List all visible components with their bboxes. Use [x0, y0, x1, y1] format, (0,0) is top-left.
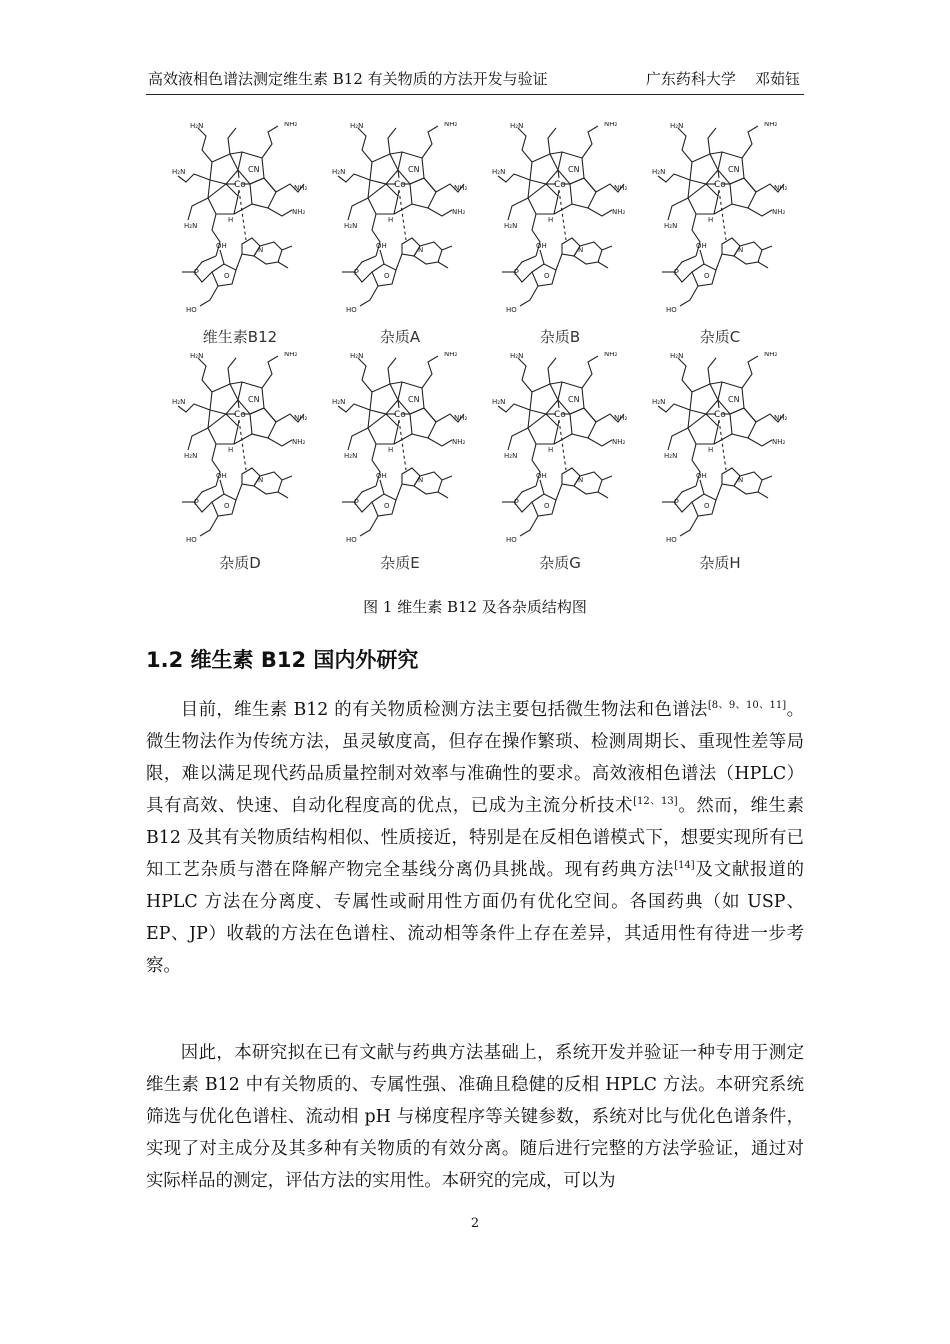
structure-label: 杂质C: [699, 328, 741, 346]
amide-label: H₂N: [664, 452, 678, 460]
nitrogen-label: N: [258, 476, 264, 484]
amide-label: H₂N: [172, 398, 186, 406]
phosphorus-label: P: [194, 268, 199, 277]
molecule-drawing: [332, 122, 468, 320]
structure-label: 杂质B: [539, 328, 581, 346]
oxygen-label: O: [704, 272, 710, 280]
hydrogen-label: H: [388, 216, 394, 224]
section-heading: 1.2 维生素 B12 国内外研究: [146, 648, 419, 672]
hydrogen-label: H: [548, 216, 554, 224]
oxygen-label: O: [224, 502, 230, 510]
amide-label: NH₂: [614, 414, 628, 422]
oxygen-label: O: [544, 502, 550, 510]
amide-label: NH₂: [454, 414, 468, 422]
molecule-drawing: [172, 122, 308, 320]
structure-impurity-h: [640, 350, 800, 580]
hydroxyl-label: OH: [536, 472, 547, 480]
amide-label: NH₂: [444, 122, 458, 128]
amide-label: NH₂: [294, 184, 308, 192]
amide-label: NH₂: [614, 184, 628, 192]
hydroxyl-label: HO: [186, 306, 197, 314]
cyano-label: CN: [568, 165, 580, 174]
amide-label: H₂N: [190, 352, 204, 360]
citation-ref: [14]: [674, 860, 695, 871]
cobalt-atom-label: Co: [394, 410, 406, 420]
hydroxyl-label: HO: [346, 536, 357, 544]
nitrogen-label: N: [738, 476, 744, 484]
cobalt-atom-label: Co: [394, 180, 406, 190]
amide-label: NH₂: [292, 208, 306, 216]
structure-label: 杂质D: [219, 554, 261, 572]
hydroxyl-label: OH: [696, 472, 707, 480]
hydrogen-label: H: [388, 446, 394, 454]
phosphorus-label: P: [674, 268, 679, 277]
hydroxyl-label: HO: [186, 536, 197, 544]
oxygen-label: O: [704, 502, 710, 510]
figure-structures: [160, 120, 800, 582]
oxygen-label: O: [544, 272, 550, 280]
hydroxyl-label: HO: [506, 536, 517, 544]
hydrogen-label: H: [228, 216, 234, 224]
cobalt-atom-label: Co: [554, 180, 566, 190]
oxygen-label: O: [224, 272, 230, 280]
nitrogen-label: N: [578, 246, 584, 254]
amide-label: H₂N: [344, 222, 358, 230]
amide-label: NH₂: [444, 352, 458, 358]
structure-vitamin-b12: [160, 120, 320, 350]
structure-impurity-d: [160, 350, 320, 580]
amide-label: H₂N: [350, 122, 364, 130]
header-affiliation: 广东药科大学 邓茹钰: [645, 69, 800, 88]
amide-label: H₂N: [510, 122, 524, 130]
hydroxyl-label: OH: [536, 242, 547, 250]
amide-label: NH₂: [774, 414, 788, 422]
amide-label: H₂N: [190, 122, 204, 130]
amide-label: NH₂: [604, 352, 618, 358]
amide-label: NH₂: [292, 438, 306, 446]
phosphorus-label: P: [354, 498, 359, 507]
molecule-drawing: [652, 352, 788, 550]
molecule-drawing: [492, 352, 628, 550]
amide-label: NH₂: [764, 122, 778, 128]
cobalt-atom-label: Co: [554, 410, 566, 420]
amide-label: H₂N: [184, 222, 198, 230]
amide-label: NH₂: [604, 122, 618, 128]
header-title: 高效液相色谱法测定维生素 B12 有关物质的方法开发与验证: [148, 69, 548, 88]
hydroxyl-label: OH: [216, 242, 227, 250]
amide-label: H₂N: [504, 452, 518, 460]
amide-label: H₂N: [492, 168, 506, 176]
structure-impurity-g: [480, 350, 640, 580]
amide-label: NH₂: [284, 122, 298, 128]
oxygen-label: O: [384, 502, 390, 510]
amide-label: H₂N: [344, 452, 358, 460]
phosphorus-label: P: [354, 268, 359, 277]
nitrogen-label: N: [418, 246, 424, 254]
amide-label: H₂N: [492, 398, 506, 406]
running-header: [148, 66, 800, 90]
hydrogen-label: H: [708, 216, 714, 224]
molecule-drawing: [652, 122, 788, 320]
amide-label: H₂N: [652, 398, 666, 406]
amide-label: H₂N: [652, 168, 666, 176]
structure-label: 杂质A: [379, 328, 421, 346]
phosphorus-label: P: [194, 498, 199, 507]
molecule-drawing: [492, 122, 628, 320]
cyano-label: CN: [248, 165, 260, 174]
hydroxyl-label: OH: [376, 472, 387, 480]
cobalt-atom-label: Co: [714, 180, 726, 190]
cyano-label: CN: [408, 165, 420, 174]
nitrogen-label: N: [418, 476, 424, 484]
paragraph-text: 。微生物法作为传统方法，虽灵敏度高，但存在操作繁琐、检测周期长、重现性差等局限，难以满足现代药品质量控制对效率与准确性的要求。高效液相色谱法（HPLC）具有高效、快速、自动化程度高的优点，已成为主流分析技术: [146, 700, 804, 816]
figure-caption: 图 1 维生素 B12 及各杂质结构图: [363, 598, 587, 616]
paragraph-text: 及文献报道的 HPLC 方法在分离度、专属性或耐用性方面仍有优化空间。各国药典（如 USP、EP、JP）收载的方法在色谱柱、流动相等条件上存在差异，其适用性有待进一步考察。: [146, 860, 804, 976]
hydroxyl-label: HO: [666, 536, 677, 544]
amide-label: H₂N: [172, 168, 186, 176]
amide-label: H₂N: [332, 168, 346, 176]
header-rule: [146, 94, 804, 95]
structure-impurity-b: [480, 120, 640, 350]
amide-label: NH₂: [612, 208, 626, 216]
body-paragraph: [146, 1037, 804, 1197]
paragraph-text: 。然而，维生素 B12 及其有关物质结构相似、性质接近，特别是在反相色谱模式下，想要实现所有已知工艺杂质与潜在降解产物完全基线分离仍具挑战。现有药典方法: [146, 796, 804, 880]
amide-label: NH₂: [612, 438, 626, 446]
amide-label: H₂N: [350, 352, 364, 360]
cyano-label: CN: [568, 395, 580, 404]
amide-label: NH₂: [284, 352, 298, 358]
phosphorus-label: P: [514, 498, 519, 507]
citation-ref: [12、13]: [633, 796, 678, 807]
amide-label: H₂N: [670, 352, 684, 360]
amide-label: H₂N: [184, 452, 198, 460]
cobalt-atom-label: Co: [234, 180, 246, 190]
hydrogen-label: H: [548, 446, 554, 454]
cobalt-atom-label: Co: [714, 410, 726, 420]
amide-label: NH₂: [774, 184, 788, 192]
cobalt-atom-label: Co: [234, 410, 246, 420]
hydroxyl-label: OH: [696, 242, 707, 250]
amide-label: H₂N: [504, 222, 518, 230]
structure-impurity-c: [640, 120, 800, 350]
oxygen-label: O: [384, 272, 390, 280]
nitrogen-label: N: [738, 246, 744, 254]
molecule-drawing: [332, 352, 468, 550]
phosphorus-label: P: [514, 268, 519, 277]
structure-impurity-a: [320, 120, 480, 350]
cyano-label: CN: [248, 395, 260, 404]
hydroxyl-label: HO: [666, 306, 677, 314]
hydrogen-label: H: [708, 446, 714, 454]
nitrogen-label: N: [258, 246, 264, 254]
cyano-label: CN: [728, 165, 740, 174]
amide-label: H₂N: [510, 352, 524, 360]
molecule-drawing: [172, 352, 308, 550]
hydrogen-label: H: [228, 446, 234, 454]
structure-label: 杂质E: [380, 554, 420, 572]
amide-label: H₂N: [332, 398, 346, 406]
paragraph-text: 因此，本研究拟在已有文献与药典方法基础上，系统开发并验证一种专用于测定维生素 B12 中有关物质的、专属性强、准确且稳健的反相 HPLC 方法。本研究系统筛选与优化色谱柱、流动相 pH 与梯度程序等关键参数，系统对比与优化色谱条件，实现了对主成分及其多种有关物质的有效分离。随后进行完整的方法学验证，通过对实际样品的测定，评估方法的实用性。本研究的完成，可以为: [146, 1043, 804, 1191]
amide-label: NH₂: [452, 208, 466, 216]
nitrogen-label: N: [578, 476, 584, 484]
amide-label: NH₂: [772, 438, 786, 446]
amide-label: NH₂: [452, 438, 466, 446]
cyano-label: CN: [408, 395, 420, 404]
citation-ref: [8、9、10、11]: [707, 700, 787, 711]
cyano-label: CN: [728, 395, 740, 404]
amide-label: H₂N: [670, 122, 684, 130]
structure-label: 杂质H: [699, 554, 741, 572]
page-number: 2: [470, 1216, 480, 1231]
structure-impurity-e: [320, 350, 480, 580]
amide-label: NH₂: [454, 184, 468, 192]
hydroxyl-label: OH: [376, 242, 387, 250]
structure-label: 杂质G: [539, 554, 581, 572]
amide-label: NH₂: [772, 208, 786, 216]
hydroxyl-label: OH: [216, 472, 227, 480]
amide-label: NH₂: [764, 352, 778, 358]
structure-label: 维生素B12: [202, 328, 278, 346]
amide-label: NH₂: [294, 414, 308, 422]
body-paragraph: [146, 694, 804, 982]
phosphorus-label: P: [674, 498, 679, 507]
paragraph-text: 目前，维生素 B12 的有关物质检测方法主要包括微生物法和色谱法: [180, 700, 708, 720]
amide-label: H₂N: [664, 222, 678, 230]
hydroxyl-label: HO: [506, 306, 517, 314]
hydroxyl-label: HO: [346, 306, 357, 314]
